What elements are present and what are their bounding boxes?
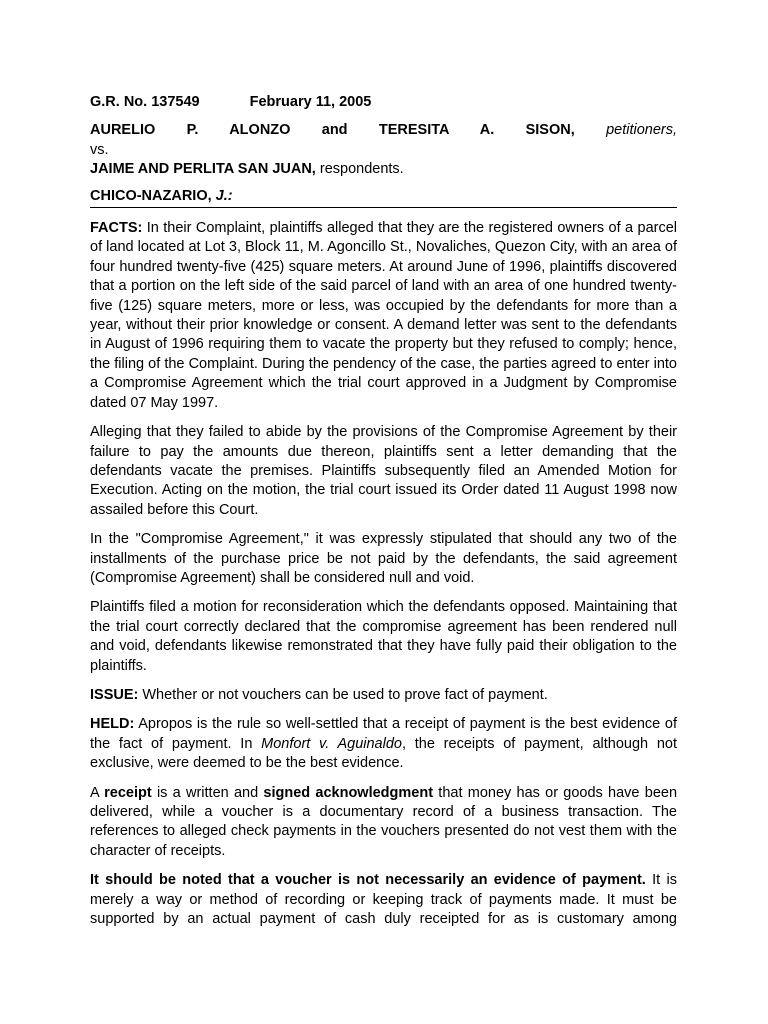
versus: vs.: [90, 141, 109, 158]
facts-text: In their Complaint, plaintiffs alleged that they are the registered owners of a parcel of land located at Lot 3, Block 11, M. Agoncillo St., Novaliches, Quezon City, with an area of four hundred twenty-five (425) square meters. At around June of 1996, plaintiffs discovered that a portion on the left side of the said parcel of land with an area of one hundred twenty-five (125) square meters, more or less, was occupied by the defendants for more than a year, without their prior knowledge or consent. A demand letter was sent to the defendants in August of 1996 requiring them to vacate the property but they refused to comply; hence, the filing of the Complaint. During the pendency of the case, the parties agreed to enter into a Compromise Agreement which the trial court approved in a Judgment by Compromise dated 07 May 1997.: [90, 220, 677, 411]
respondents-label: respondents.: [319, 161, 404, 178]
petitioners-line: [90, 121, 677, 140]
held-paragraph: [90, 715, 677, 773]
held-label: HELD:: [90, 716, 135, 733]
paragraph-4: Plaintiffs filed a motion for reconsideration which the defendants opposed. Maintaining that the trial court correctly declared that the compromise agreement has been rendered null and void, defendants likewise remonstrated that they have fully paid their obligation to the plaintiffs.: [90, 599, 677, 674]
held-text-2: , the receipts of payment, although not exclusive, were deemed to be the best evidence.: [90, 735, 678, 772]
petitioners-names: AURELIO P. ALONZO and TERESITA A. SISON,: [90, 122, 575, 139]
held-cited-case: Monfort v. Aguinaldo: [261, 735, 402, 752]
case-parties: [90, 121, 677, 179]
facts-label: FACTS:: [90, 220, 143, 237]
issue-paragraph: [90, 686, 677, 705]
receipt-text-b: is a written and: [151, 784, 264, 801]
respondents-line: [90, 160, 677, 179]
receipt-text-c: that money has or goods have been delivered, while a voucher is a documentary record of a business transaction. The references to alleged check payments in the vouchers presented do not vest them with the character of receipts.: [90, 784, 678, 859]
issue-text: Whether or not vouchers can be used to prove fact of payment.: [138, 686, 548, 703]
case-header: [90, 93, 677, 112]
voucher-text: It is merely a way or method of recording or keeping track of payments made. It must be supported by an actual payment of cash duly receipted for as is customary among: [90, 872, 677, 928]
receipt-text-a: A: [90, 784, 105, 801]
paragraph-2: Alleging that they failed to abide by the provisions of the Compromise Agreement by their failure to pay the amounts due thereon, plaintiffs sent a letter demanding that the defendants vacate the premises. Plaintiffs subsequently filed an Amended Motion for Execution. Acting on the motion, the trial court issued its Order dated 11 August 1998 now assailed before this Court.: [90, 424, 677, 518]
respondents-names: JAIME AND PERLITA SAN JUAN,: [90, 161, 316, 178]
ponente-name: CHICO-NAZARIO,: [90, 187, 212, 204]
petitioners-label: petitioners,: [606, 122, 678, 139]
document-page: [90, 93, 677, 939]
held-text-1: Apropos is the rule so well-settled that a receipt of payment is the best evidence of the fact of payment. In: [90, 716, 677, 752]
case-number: G.R. No. 137549: [90, 94, 200, 110]
signed-acknowledgment-term: signed acknowledgment: [263, 784, 434, 801]
paragraph-3: In the "Compromise Agreement," it was expressly stipulated that should any two of the installments of the purchase price be not paid by the defendants, the said agreement (Compromise Agreement) shall be considered null and void.: [90, 531, 677, 586]
voucher-paragraph: [90, 871, 677, 929]
voucher-bold-statement: It should be noted that a voucher is not necessarily an evidence of payment.: [90, 872, 646, 889]
ponente: [90, 187, 677, 208]
decision-date: February 11, 2005: [249, 94, 372, 110]
issue-label: ISSUE:: [90, 686, 139, 703]
receipt-term: receipt: [104, 784, 152, 801]
ponente-title: J.:: [215, 187, 233, 204]
receipt-paragraph: [90, 784, 677, 862]
facts-paragraph: [90, 219, 677, 413]
